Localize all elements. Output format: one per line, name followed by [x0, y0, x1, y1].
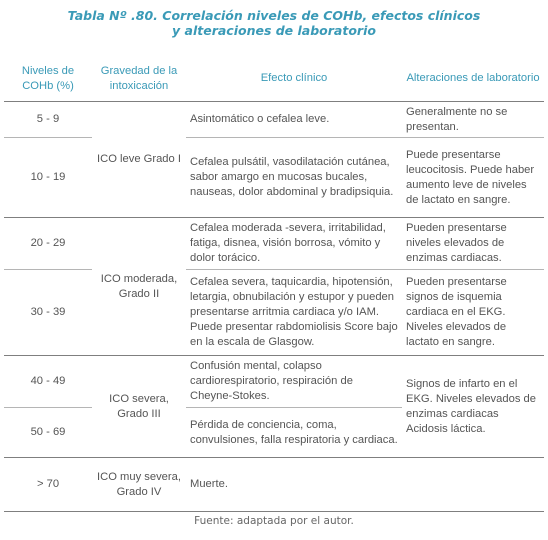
- effect-cell: Cefalea pulsátil, vasodilatación cutánea, sabor amargo en mucosas bucales, nauseas, dolor abdominal y bradipsiquia.: [186, 138, 402, 218]
- lab-cell: Pueden presentarse niveles elevados de enzimas cardiacas.: [402, 218, 544, 270]
- title-line-2: y alteraciones de laboratorio: [172, 23, 376, 38]
- header-effect: Efecto clínico: [186, 56, 402, 102]
- lab-cell: Signos de infarto en el EKG. Niveles elevados de enzimas cardiacas Acidosis láctica.: [402, 356, 544, 458]
- lab-cell: Generalmente no se presentan.: [402, 102, 544, 138]
- title-line-1: Tabla Nº .80. Correlación niveles de COHb, efectos clínicos: [67, 8, 481, 23]
- header-row: [4, 56, 544, 102]
- table-row: [4, 356, 544, 408]
- header-lab: Alteraciones de laboratorio: [402, 56, 544, 102]
- level-cell: 20 - 29: [4, 218, 92, 270]
- table-row: [4, 138, 544, 218]
- level-cell: > 70: [4, 458, 92, 512]
- severity-cell: ICO severa, Grado III: [92, 356, 186, 458]
- effect-cell: Cefalea severa, taquicardia, hipotensión, letargia, obnubilación y estupor y pueden presentarse arritmia cardiaca y/o IAM. Puede presentar rabdomiolisis Score bajo en la escala de Glasgow.: [186, 270, 402, 356]
- severity-cell: ICO leve Grado I: [92, 102, 186, 218]
- level-cell: 5 - 9: [4, 102, 92, 138]
- table-row: [4, 458, 544, 512]
- effect-cell: Confusión mental, colapso cardiorespiratorio, respiración de Cheyne-Stokes.: [186, 356, 402, 408]
- header-levels: Niveles de COHb (%): [4, 56, 92, 102]
- effect-cell: Cefalea moderada -severa, irritabilidad, fatiga, disnea, visión borrosa, vómito y dolor torácico.: [186, 218, 402, 270]
- level-cell: 10 - 19: [4, 138, 92, 218]
- severity-cell: ICO moderada, Grado II: [92, 218, 186, 356]
- effect-cell: Pérdida de conciencia, coma, convulsiones, falla respiratoria y cardiaca.: [186, 408, 402, 458]
- table-row: [4, 218, 544, 270]
- cohb-table: [4, 56, 544, 512]
- lab-cell: Pueden presentarse signos de isquemia cardiaca en el EKG. Niveles elevados de lactato en sangre.: [402, 270, 544, 356]
- level-cell: 40 - 49: [4, 356, 92, 408]
- header-severity: Gravedad de la intoxicación: [92, 56, 186, 102]
- effect-cell: Asintomático o cefalea leve.: [186, 102, 402, 138]
- severity-cell: ICO muy severa, Grado IV: [92, 458, 186, 512]
- effect-cell: Muerte.: [186, 458, 402, 512]
- table-row: [4, 270, 544, 356]
- level-cell: 50 - 69: [4, 408, 92, 458]
- lab-cell: [402, 458, 544, 512]
- level-cell: 30 - 39: [4, 270, 92, 356]
- table-row: [4, 102, 544, 138]
- table-title: [0, 8, 548, 38]
- lab-cell: Puede presentarse leucocitosis. Puede haber aumento leve de niveles de lactato en sangre.: [402, 138, 544, 218]
- source-footer: Fuente: adaptada por el autor.: [194, 515, 354, 527]
